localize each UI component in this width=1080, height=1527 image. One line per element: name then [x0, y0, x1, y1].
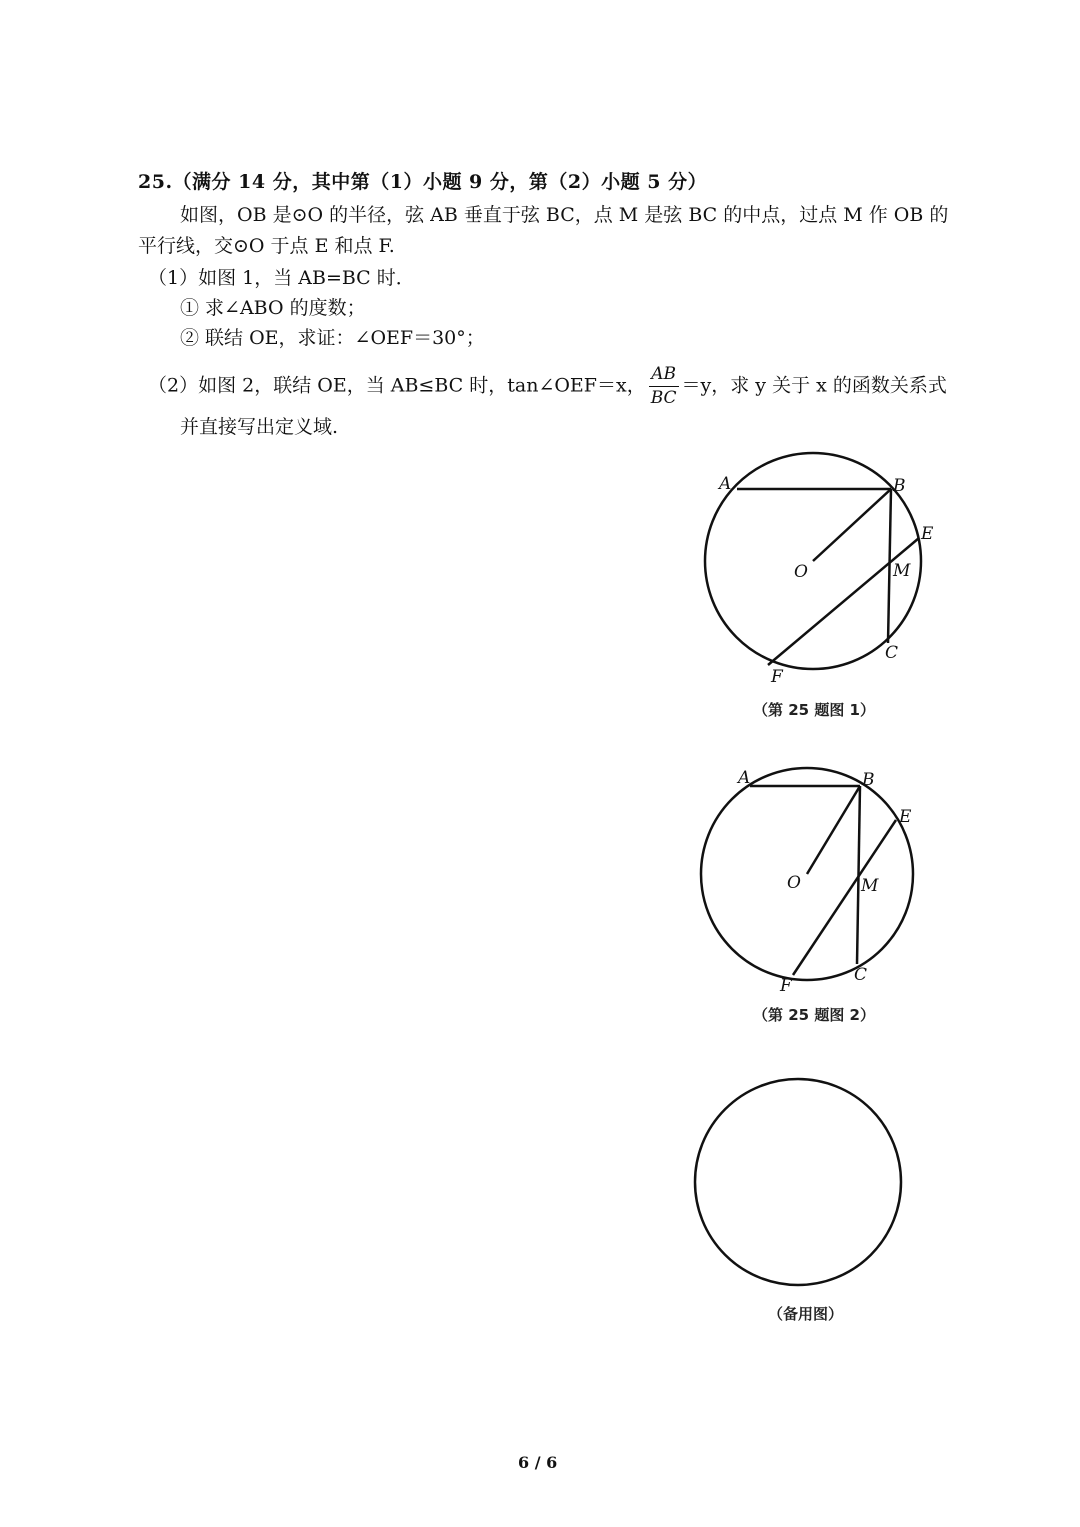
question-header: 25.（满分 14 分，其中第（1）小题 9 分，第（2）小题 5 分）	[138, 171, 708, 193]
part-1-sub-b: ② 联结 OE，求证：∠OEF＝30°；	[180, 327, 485, 349]
fig1-label-o: O	[794, 562, 808, 582]
part-1: （1）如图 1，当 AB=BC 时．	[148, 267, 415, 289]
fig1-label-f: F	[771, 667, 783, 687]
figure-1-caption: （第 25 题图 1）	[753, 701, 875, 719]
fig2-label-f: F	[780, 976, 792, 996]
fig1-label-c: C	[885, 643, 899, 663]
part-2-line-2: 并直接写出定义域.	[180, 416, 339, 438]
fraction-numerator: AB	[649, 366, 679, 387]
fig1-label-b: B	[893, 476, 906, 496]
part-1-sub-a: ① 求∠ABO 的度数；	[180, 297, 366, 319]
fig2-label-b: B	[862, 770, 875, 790]
fig2-label-a: A	[738, 768, 751, 788]
figure-3-caption: （备用图）	[768, 1305, 844, 1323]
page-number: 6 / 6	[518, 1453, 558, 1472]
fraction-denominator: BC	[650, 388, 677, 408]
fig2-label-o: O	[787, 873, 801, 893]
fig3-circle	[695, 1079, 901, 1285]
fig2-label-c: C	[854, 965, 868, 985]
part-2-text-before: （2）如图 2，联结 OE，当 AB≤BC 时，tan∠OEF＝x，	[148, 374, 646, 397]
fig1-label-e: E	[921, 524, 934, 544]
question-stem-line-2: 平行线，交⊙O 于点 E 和点 F.	[138, 235, 395, 257]
fig2-label-e: E	[899, 807, 912, 827]
fig1-label-a: A	[719, 474, 732, 494]
fig1-label-m: M	[893, 561, 911, 581]
fig2-label-m: M	[861, 876, 879, 896]
part-2-text-after: ＝y，求 y 关于 x 的函数关系式	[681, 374, 947, 397]
question-stem-line-1: 如图，OB 是⊙O 的半径，弦 AB 垂直于弦 BC，点 M 是弦 BC 的中点，过点 M 作 OB 的	[180, 204, 949, 226]
figure-2-caption: （第 25 题图 2）	[753, 1006, 875, 1024]
